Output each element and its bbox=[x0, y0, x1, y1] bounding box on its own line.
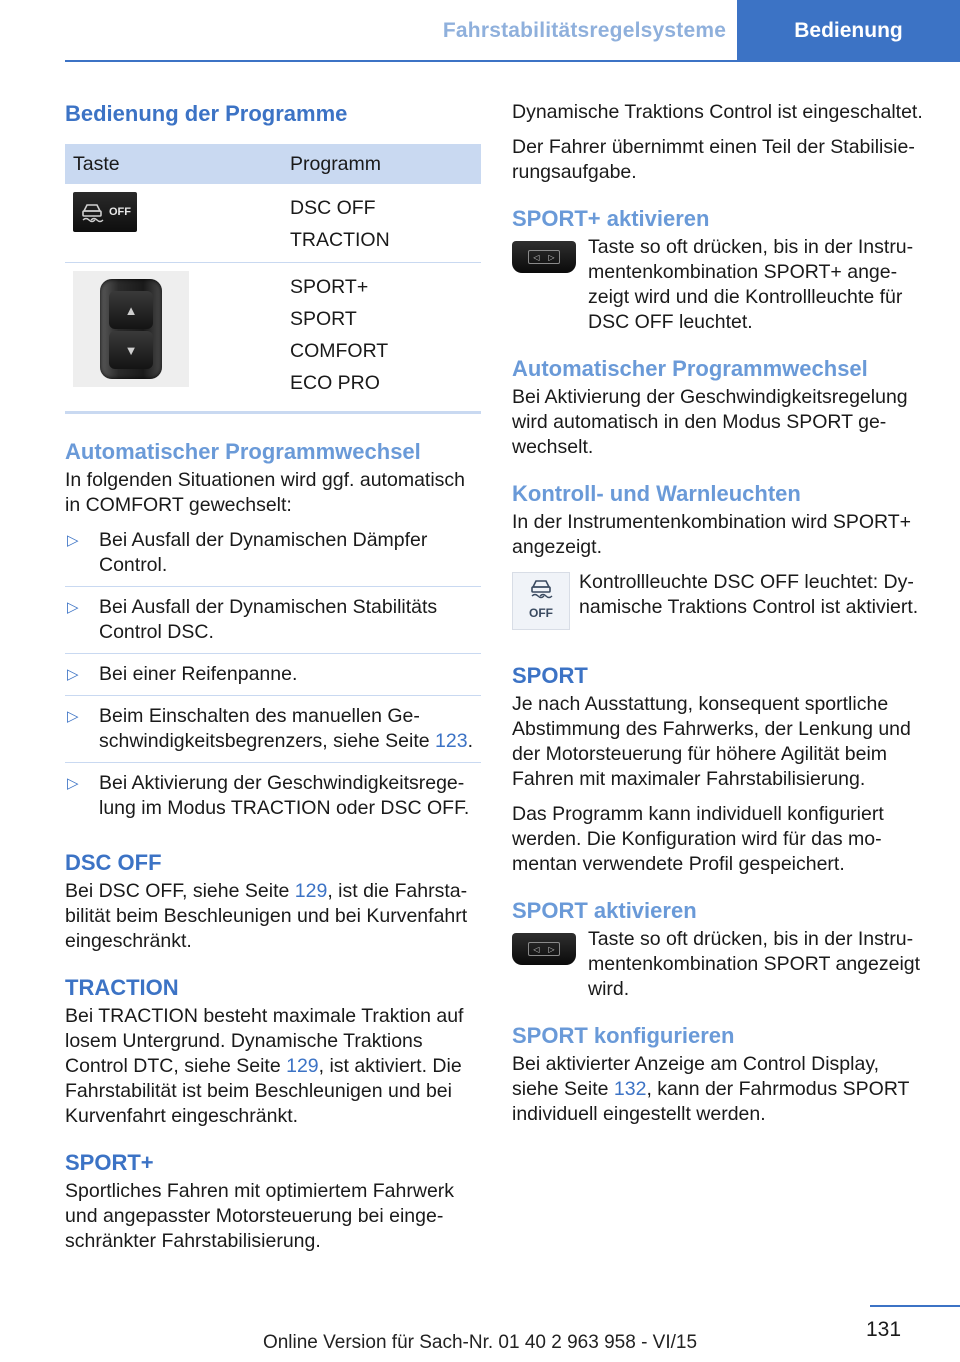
page-number: 131 bbox=[866, 1318, 902, 1341]
table-row bbox=[65, 263, 481, 413]
header-chapter-tab: Bedienung bbox=[737, 0, 960, 62]
page-link-132[interactable]: 132 bbox=[613, 1078, 647, 1100]
list-item: ▷ Bei Ausfall der Dynamischen Dämpfer Control. bbox=[65, 528, 481, 587]
heading-sport: SPORT bbox=[512, 663, 588, 688]
dsc-off-indicator-icon bbox=[512, 572, 570, 630]
list-item: ▷ Bei Aktivierung der Geschwindigkeitsregelung im Modus TRACTION oder DSC OFF. bbox=[67, 772, 470, 819]
table-header-programm: Programm bbox=[282, 144, 481, 184]
footer-rule bbox=[870, 1305, 960, 1307]
program-sport-plus: SPORT+ bbox=[290, 276, 369, 298]
page-link-123[interactable]: 123 bbox=[435, 730, 468, 752]
heading-sport-configure: SPORT konfigurieren bbox=[512, 1023, 735, 1048]
program-table bbox=[65, 144, 481, 414]
dsc-off-text: Bei DSC OFF, siehe Seite 129, ist die Fahrstabilität beim Beschleunigen und bei Kurvenfahrt eingeschränkt. bbox=[65, 880, 468, 952]
left-column bbox=[65, 100, 481, 1264]
footer-version-text: Online Version für Sach-Nr. 01 40 2 963 958 - VI/15 bbox=[262, 1332, 698, 1353]
sport-activate-block bbox=[512, 927, 930, 1002]
list-item: ▷ Beim Einschalten des manuellen Geschwindigkeitsbegrenzers, siehe Seite 123. bbox=[65, 704, 481, 763]
auto-change-right-text: Bei Aktivierung der Geschwindigkeitsregelung wird automatisch in den Modus SPORT gewechselt. bbox=[512, 386, 908, 458]
bullet-triangle-icon: ▷ bbox=[67, 775, 79, 792]
heading-auto-program-change: Automatischer Programmwechsel bbox=[65, 439, 421, 464]
program-comfort: COMFORT bbox=[290, 340, 389, 362]
page-link-129[interactable]: 129 bbox=[286, 1055, 319, 1077]
header-section-title: Fahrstabilitätsregelsysteme bbox=[442, 19, 727, 42]
program-eco-pro: ECO PRO bbox=[290, 372, 380, 394]
heading-sport-plus: SPORT+ bbox=[65, 1150, 154, 1175]
sport-activate-text: Taste so oft drücken, bis in der Instrumentenkombination SPORT angezeigt wird. bbox=[588, 928, 921, 1000]
heading-sport-plus-activate: SPORT+ aktivieren bbox=[512, 206, 710, 231]
heading-auto-change-right: Automatischer Programmwechsel bbox=[512, 356, 868, 381]
sport-text-2: Das Programm kann individuell konfiguriert werden. Die Konfiguration wird für das momentan verwendete Profil gespeichert. bbox=[512, 803, 884, 875]
page-link-129[interactable]: 129 bbox=[294, 880, 328, 902]
sport-configure-text: Bei aktivierter Anzeige am Control Display, siehe Seite 132, kann der Fahrmodus SPORT individuell eingestellt werden. bbox=[512, 1053, 910, 1125]
arrow-up-icon: ▲ bbox=[109, 291, 153, 329]
list-item: ▷ Bei einer Reifenpanne. bbox=[65, 662, 481, 696]
bullet-triangle-icon: ▷ bbox=[67, 532, 79, 549]
table-row bbox=[65, 184, 481, 263]
driving-mode-switch-icon bbox=[73, 271, 189, 387]
program-traction: TRACTION bbox=[290, 229, 390, 251]
traction-text: Bei TRACTION besteht maximale Traktion auf losem Untergrund. Dynamische Traktions Control DTC, siehe Seite 129, ist aktiviert. Die Fahrstabilität ist beim Beschleunigen und bei Kurvenfahrt eingeschränkt. bbox=[65, 1005, 464, 1127]
bullet-triangle-icon: ▷ bbox=[67, 666, 79, 683]
auto-change-list bbox=[65, 528, 481, 829]
heading-dsc-off: DSC OFF bbox=[65, 850, 162, 875]
bullet-triangle-icon: ▷ bbox=[67, 708, 79, 725]
sport-text-1: Je nach Ausstattung, konsequent sportliche Abstimmung des Fahrwerks, der Lenkung und der Motorsteuerung für höhere Agilität beim Fahren mit maximaler Fahrstabilisierung. bbox=[512, 693, 911, 790]
section-title-bedienung: Bedienung der Programme bbox=[65, 101, 348, 126]
dsc-off-key-label: OFF bbox=[109, 205, 131, 218]
sport-plus-activate-text: Taste so oft drücken, bis in der Instrumentenkombination SPORT+ angezeigt wird und die Kontrollleuchte für DSC OFF leuchtet. bbox=[588, 236, 914, 333]
arrow-down-icon: ▼ bbox=[109, 331, 153, 369]
mode-switch-key-icon: ◁ ▷ bbox=[512, 933, 576, 965]
dsc-off-indicator-block bbox=[512, 570, 930, 642]
heading-sport-activate: SPORT aktivieren bbox=[512, 898, 697, 923]
list-item: ▷ Bei Ausfall der Dynamischen Stabilitäts Control DSC. bbox=[65, 595, 481, 654]
heading-warning-lights: Kontroll- und Warnleuchten bbox=[512, 481, 801, 506]
dsc-off-indicator-text: Kontrollleuchte DSC OFF leuchtet: Dynamische Traktions Control ist aktiviert. bbox=[579, 571, 919, 618]
program-dsc-off: DSC OFF bbox=[290, 197, 376, 219]
right-column bbox=[512, 100, 930, 1137]
header-rule bbox=[65, 60, 960, 62]
auto-intro: In folgenden Situationen wird ggf. automatisch in COMFORT gewechselt: bbox=[65, 469, 466, 516]
bullet-triangle-icon: ▷ bbox=[67, 599, 79, 616]
sport-plus-text: Sportliches Fahren mit optimiertem Fahrwerk und angepasster Motorsteuerung bei eingeschränkter Fahrstabilisierung. bbox=[65, 1180, 455, 1252]
dtc-engaged-text: Dynamische Traktions Control ist eingeschaltet. bbox=[512, 101, 923, 123]
heading-traction: TRACTION bbox=[65, 975, 179, 1000]
dsc-off-button-icon bbox=[73, 192, 137, 232]
sport-plus-activate-block bbox=[512, 235, 930, 335]
table-header-taste: Taste bbox=[65, 144, 282, 184]
dsc-off-indicator-label: OFF bbox=[529, 605, 553, 620]
warning-lights-text: In der Instrumentenkombination wird SPORT+ angezeigt. bbox=[512, 511, 912, 558]
driver-stabilization-text: Der Fahrer übernimmt einen Teil der Stabilisierungsaufgabe. bbox=[512, 136, 915, 183]
program-sport: SPORT bbox=[290, 308, 357, 330]
mode-switch-key-icon: ◁ ▷ bbox=[512, 241, 576, 273]
